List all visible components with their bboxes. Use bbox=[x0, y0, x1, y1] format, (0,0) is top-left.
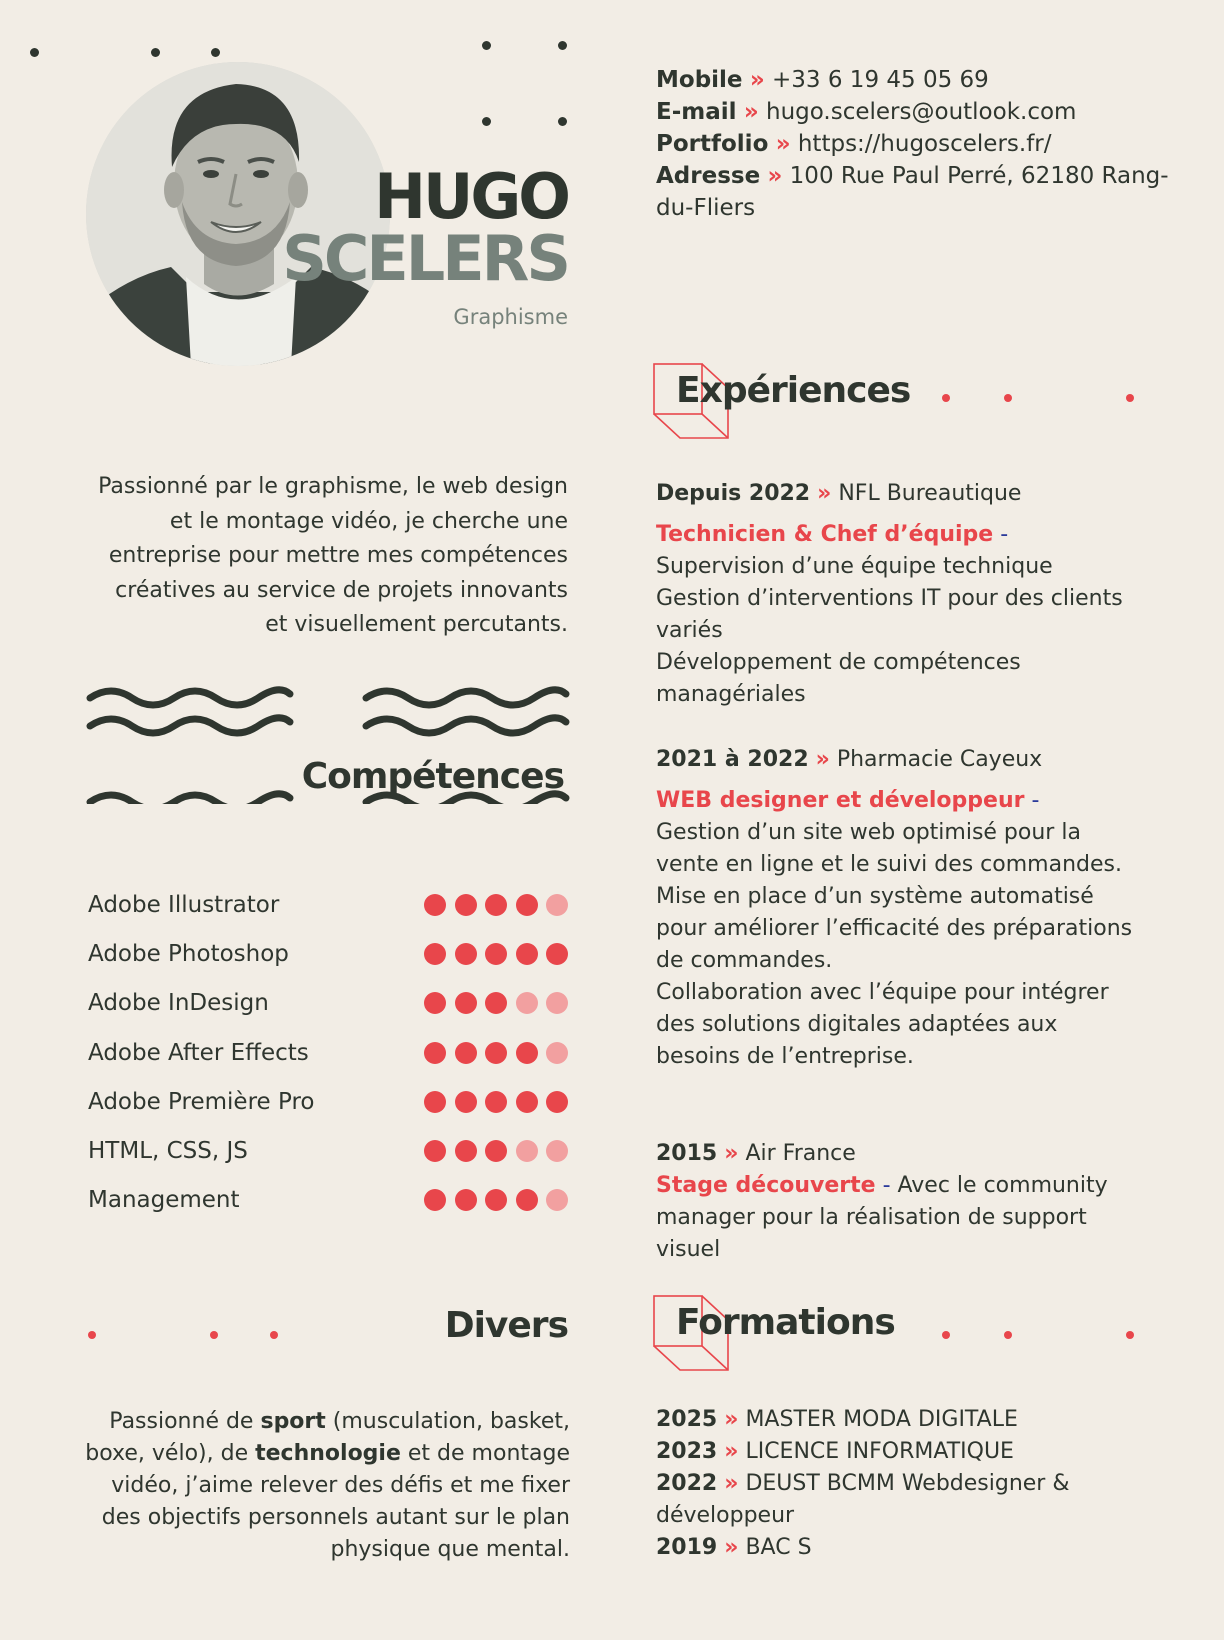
rating-dot-filled bbox=[516, 1189, 538, 1211]
job-subtitle: Graphisme bbox=[453, 305, 568, 329]
rating-dot-filled bbox=[516, 1091, 538, 1113]
skill-rating bbox=[424, 1091, 568, 1113]
skill-row bbox=[88, 1176, 568, 1225]
arrow-glyph: » bbox=[767, 163, 783, 189]
experience-role: WEB designer et développeur bbox=[656, 788, 1025, 813]
formation-label: LICENCE INFORMATIQUE bbox=[745, 1439, 1014, 1464]
skill-rating bbox=[424, 1189, 568, 1211]
rating-dot-filled bbox=[485, 1091, 507, 1113]
contact-label: Portfolio bbox=[656, 131, 769, 157]
experience-line: Avec le community manager pour la réalisation de support visuel bbox=[656, 1173, 1108, 1262]
skill-row bbox=[88, 1077, 568, 1126]
formation-label: BAC S bbox=[745, 1535, 812, 1560]
skill-name: Adobe Illustrator bbox=[88, 891, 280, 918]
decor-dot bbox=[558, 117, 567, 126]
arrow-glyph: » bbox=[817, 481, 832, 506]
rating-dot-filled bbox=[485, 1189, 507, 1211]
skill-name: Management bbox=[88, 1187, 240, 1214]
formations-list bbox=[656, 1404, 1126, 1564]
decor-dot bbox=[210, 1331, 218, 1339]
arrow-glyph: » bbox=[724, 1535, 739, 1560]
divers-text: Passionné de bbox=[109, 1409, 261, 1434]
skill-name: Adobe Première Pro bbox=[88, 1088, 315, 1115]
skill-row bbox=[88, 979, 568, 1028]
skill-rating bbox=[424, 943, 568, 965]
rating-dot-filled bbox=[424, 1042, 446, 1064]
decor-dot bbox=[482, 41, 491, 50]
skill-name: Adobe InDesign bbox=[88, 990, 269, 1017]
separator-dash: - bbox=[1031, 788, 1040, 813]
contact-value: hugo.scelers@outlook.com bbox=[766, 99, 1077, 125]
formation-item bbox=[656, 1532, 1126, 1564]
formation-label: MASTER MODA DIGITALE bbox=[745, 1407, 1018, 1432]
rating-dot-filled bbox=[485, 1140, 507, 1162]
arrow-glyph: » bbox=[815, 747, 830, 772]
rating-dot-empty bbox=[546, 894, 568, 916]
skill-row bbox=[88, 929, 568, 978]
formation-item bbox=[656, 1436, 1126, 1468]
separator-dash: - bbox=[1000, 522, 1009, 547]
decor-dot bbox=[558, 41, 567, 50]
arrow-glyph: » bbox=[775, 131, 791, 157]
decor-dot bbox=[942, 394, 950, 402]
decor-dot bbox=[270, 1331, 278, 1339]
separator-dash: - bbox=[882, 1173, 891, 1198]
experience-item bbox=[656, 478, 1136, 711]
formation-year: 2025 bbox=[656, 1407, 718, 1432]
rating-dot-filled bbox=[485, 992, 507, 1014]
arrow-glyph: » bbox=[724, 1407, 739, 1432]
rating-dot-filled bbox=[424, 1189, 446, 1211]
decor-dot bbox=[1004, 394, 1012, 402]
experience-period: Depuis 2022 bbox=[656, 481, 811, 506]
rating-dot-empty bbox=[546, 1189, 568, 1211]
rating-dot-filled bbox=[455, 1140, 477, 1162]
decor-dot bbox=[30, 48, 39, 57]
rating-dot-filled bbox=[516, 943, 538, 965]
contact-label: E-mail bbox=[656, 99, 737, 125]
arrow-glyph: » bbox=[749, 67, 765, 93]
divers-title: Divers bbox=[444, 1305, 568, 1346]
rating-dot-filled bbox=[455, 943, 477, 965]
rating-dot-filled bbox=[455, 1042, 477, 1064]
decor-dot bbox=[151, 48, 160, 57]
experience-line: Gestion d’un site web optimisé pour la vente en ligne et le suivi des commandes. bbox=[656, 820, 1122, 877]
divers-text: et de montage vidéo, j’aime relever des défis et me fixer des objectifs personnels autant sur le plan physique que mental. bbox=[101, 1441, 570, 1562]
contact-portfolio[interactable] bbox=[656, 128, 1176, 160]
rating-dot-filled bbox=[546, 1091, 568, 1113]
skill-name: HTML, CSS, JS bbox=[88, 1138, 248, 1165]
experience-line: Mise en place d’un système automatisé pour améliorer l’efficacité des préparations de commandes. bbox=[656, 884, 1133, 973]
experience-company: Air France bbox=[745, 1141, 856, 1166]
last-name: SCELERS bbox=[282, 222, 568, 295]
rating-dot-filled bbox=[455, 992, 477, 1014]
formation-year: 2023 bbox=[656, 1439, 718, 1464]
rating-dot-filled bbox=[424, 1140, 446, 1162]
contact-label: Adresse bbox=[656, 163, 761, 189]
experience-item bbox=[656, 744, 1136, 1073]
decor-dot bbox=[211, 48, 220, 57]
rating-dot-filled bbox=[485, 894, 507, 916]
experience-line: Supervision d’une équipe technique bbox=[656, 554, 1053, 579]
experience-role: Technicien & Chef d’équipe bbox=[656, 522, 994, 547]
formation-item bbox=[656, 1468, 1126, 1532]
decor-dot bbox=[482, 117, 491, 126]
arrow-glyph: » bbox=[743, 99, 759, 125]
contact-label: Mobile bbox=[656, 67, 743, 93]
formations-title: Formations bbox=[676, 1302, 895, 1343]
experience-period: 2021 à 2022 bbox=[656, 747, 809, 772]
skill-rating bbox=[424, 1140, 568, 1162]
rating-dot-filled bbox=[455, 1091, 477, 1113]
decor-dot bbox=[1126, 394, 1134, 402]
contact-block bbox=[656, 64, 1176, 224]
experiences-title: Expériences bbox=[676, 370, 911, 411]
skill-row bbox=[88, 880, 568, 929]
skill-row bbox=[88, 1126, 568, 1175]
rating-dot-filled bbox=[485, 943, 507, 965]
rating-dot-empty bbox=[516, 1140, 538, 1162]
skill-name: Adobe After Effects bbox=[88, 1039, 309, 1066]
rating-dot-empty bbox=[516, 992, 538, 1014]
rating-dot-empty bbox=[546, 992, 568, 1014]
decor-dot bbox=[942, 1331, 950, 1339]
contact-address bbox=[656, 160, 1176, 224]
skill-name: Adobe Photoshop bbox=[88, 940, 289, 967]
contact-value: +33 6 19 45 05 69 bbox=[772, 67, 989, 93]
rating-dot-filled bbox=[424, 1091, 446, 1113]
experience-line: Développement de compétences managériales bbox=[656, 650, 1021, 707]
rating-dot-filled bbox=[424, 894, 446, 916]
arrow-glyph: » bbox=[724, 1439, 739, 1464]
rating-dot-empty bbox=[546, 1042, 568, 1064]
rating-dot-filled bbox=[455, 1189, 477, 1211]
skills-title: Compétences bbox=[301, 756, 564, 797]
rating-dot-filled bbox=[455, 894, 477, 916]
arrow-glyph: » bbox=[724, 1471, 739, 1496]
skill-row bbox=[88, 1028, 568, 1077]
rating-dot-filled bbox=[424, 943, 446, 965]
intro-paragraph: Passionné par le graphisme, le web design et le montage vidéo, je cherche une entreprise pour mettre mes compétences créatives au service de projets innovants et visuellement percutants. bbox=[98, 474, 568, 637]
rating-dot-filled bbox=[546, 943, 568, 965]
experience-period: 2015 bbox=[656, 1141, 718, 1166]
contact-value: https://hugoscelers.fr/ bbox=[797, 131, 1052, 157]
decor-dot bbox=[1004, 1331, 1012, 1339]
experience-item bbox=[656, 1138, 1136, 1266]
first-name: HUGO bbox=[374, 160, 568, 233]
experience-company: Pharmacie Cayeux bbox=[836, 747, 1043, 772]
divers-bold: technologie bbox=[255, 1441, 401, 1466]
rating-dot-filled bbox=[485, 1042, 507, 1064]
experience-line: Collaboration avec l’équipe pour intégrer des solutions digitales adaptées aux besoins de l’entreprise. bbox=[656, 980, 1109, 1069]
skills-list bbox=[88, 880, 568, 1225]
contact-value: 100 Rue Paul Perré, 62180 Rang-du-Fliers bbox=[656, 163, 1169, 221]
rating-dot-filled bbox=[516, 1042, 538, 1064]
rating-dot-empty bbox=[546, 1140, 568, 1162]
rating-dot-filled bbox=[516, 894, 538, 916]
skill-rating bbox=[424, 1042, 568, 1064]
skill-rating bbox=[424, 992, 568, 1014]
formation-item bbox=[656, 1404, 1126, 1436]
formation-label: DEUST BCMM Webdesigner & développeur bbox=[656, 1471, 1070, 1528]
formation-year: 2019 bbox=[656, 1535, 718, 1560]
formation-year: 2022 bbox=[656, 1471, 718, 1496]
rating-dot-filled bbox=[424, 992, 446, 1014]
arrow-glyph: » bbox=[724, 1141, 739, 1166]
decor-dot bbox=[1126, 1331, 1134, 1339]
experience-company: NFL Bureautique bbox=[838, 481, 1022, 506]
experience-role: Stage découverte bbox=[656, 1173, 876, 1198]
divers-paragraph bbox=[80, 1406, 570, 1566]
divers-bold: sport bbox=[260, 1409, 326, 1434]
contact-mobile bbox=[656, 64, 1176, 96]
skill-rating bbox=[424, 894, 568, 916]
divers-text: (musculation, basket, boxe, vélo), de bbox=[85, 1409, 570, 1466]
experience-line: Gestion d’interventions IT pour des clients variés bbox=[656, 586, 1123, 643]
profile-photo bbox=[86, 62, 390, 366]
decor-dot bbox=[88, 1331, 96, 1339]
contact-email[interactable] bbox=[656, 96, 1176, 128]
